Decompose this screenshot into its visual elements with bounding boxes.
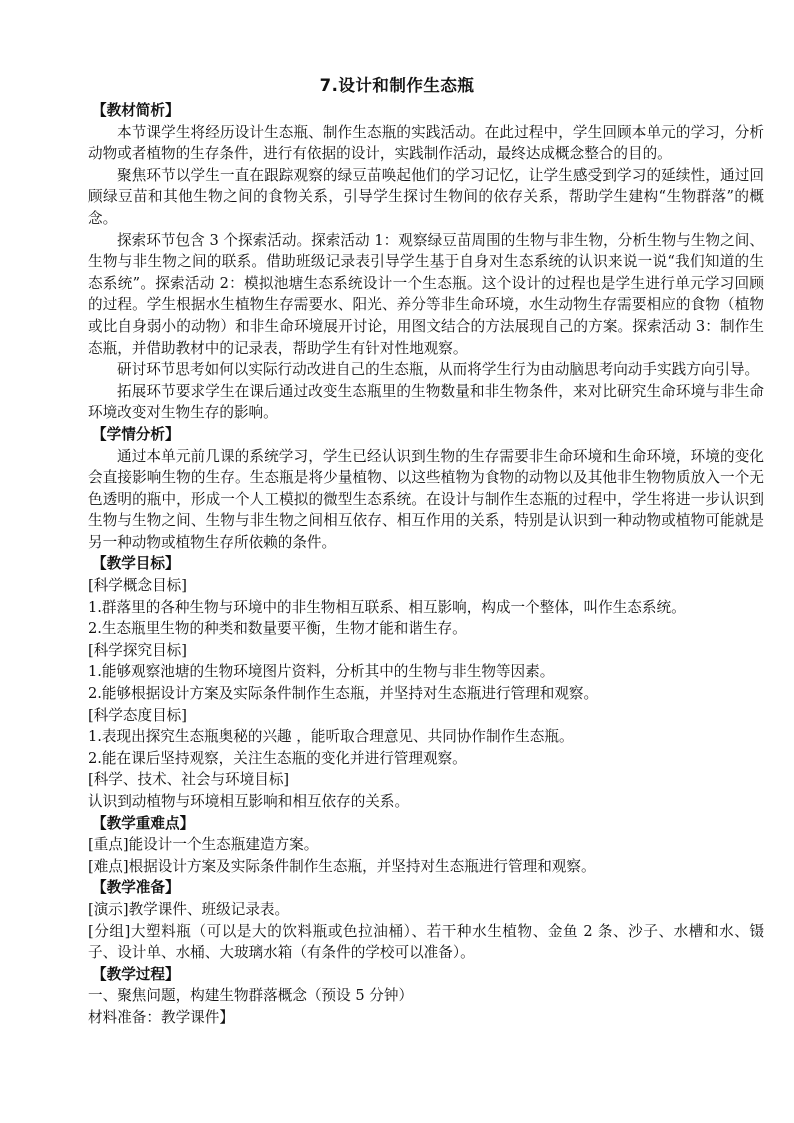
document-body — [88, 100, 764, 1029]
section-heading: 【教学准备】 — [92, 879, 180, 897]
subsection-label: [科学探究目标] — [88, 641, 187, 659]
section-heading: 【教材简析】 — [92, 102, 180, 119]
paragraph: 本节课学生将经历设计生态瓶、制作生态瓶的实践活动。在此过程中，学生回顾本单元的学习，分析动物或者植物的生存条件，进行有依据的设计，实践制作活动，最终达成概念整合的目的。 — [88, 123, 764, 163]
paragraph: 拓展环节要求学生在课后通过改变生态瓶里的生物数量和非生物条件，来对比研究生命环境与非生命环境改变对生物生存的影响。 — [88, 382, 764, 422]
paragraph: 通过本单元前几课的系统学习，学生已经认识到生物的生存需要非生命环境和生命环境，环境的变化会直接影响生物的生存。生态瓶是将少量植物、以这些植物为食物的动物以及其他非生物物质放入一个无色透明的瓶中，形成一个人工模拟的微型生态系统。在设计与制作生态瓶的过程中，学生将进一步认识到生物与生物之间、生物与非生物之间相互依存、相互作用的关系，特别是认识到一种动物或植物可能就是另一种动物或植物生存所依赖的条件。 — [88, 447, 764, 551]
section-heading: 【教学目标】 — [92, 555, 180, 573]
section-heading: 【教学重难点】 — [92, 814, 195, 832]
list-item: 2.生态瓶里生物的种类和数量要平衡，生物才能和谐生存。 — [88, 620, 467, 638]
paragraph: 研讨环节思考如何以实际行动改进自己的生态瓶，从而将学生行为由动脑思考向动手实践方向引导。 — [117, 361, 760, 379]
list-item: 2.能在课后坚持观察，关注生态瓶的变化并进行管理观察。 — [88, 749, 467, 767]
list-item: [演示]教学课件、班级记录表。 — [88, 900, 290, 918]
list-item: 1.能够观察池塘的生物环境图片资料，分析其中的生物与非生物等因素。 — [88, 663, 555, 681]
list-item: 2.能够根据设计方案及实际条件制作生态瓶，并坚持对生态瓶进行管理和观察。 — [88, 685, 599, 703]
document-title: 7.设计和制作生态瓶 — [319, 76, 475, 95]
section-heading: 【学情分析】 — [92, 425, 180, 443]
list-item: [重点]能设计一个生态瓶建造方案。 — [88, 836, 319, 854]
subsection-label: [科学态度目标] — [88, 706, 187, 724]
list-item: [分组]大塑料瓶（可以是大的饮料瓶或色拉油桶）、若干种水生植物、金鱼 2 条、沙子、水槽和水、镊子、设计单、水桶、大玻璃水箱（有条件的学校可以准备）。 — [88, 922, 764, 962]
list-item: 认识到动植物与环境相互影响和相互依存的关系。 — [88, 793, 410, 810]
paragraph: 聚焦环节以学生一直在跟踪观察的绿豆苗唤起他们的学习记忆，让学生感受到学习的延续性，通过回顾绿豆苗和其他生物之间的食物关系，引导学生探讨生物间的依存关系，帮助学生建构“生物群落”的概念。 — [88, 166, 764, 227]
subsection-label: [科学、技术、社会与环境目标] — [88, 771, 290, 789]
list-item: 材料准备：教学课件】 — [88, 1008, 234, 1026]
paragraph: 探索环节包含 3 个探索活动。探索活动 1：观察绿豆苗周围的生物与非生物，分析生物与生物之间、生物与非生物之间的联系。借助班级记录表引导学生基于自身对生态系统的认识来说一说“我们知道的生态系统”。探索活动 2：模拟池塘生态系统设计一个生态瓶。这个设计的过程也是学生进行单元学习回顾的过程。学生根据水生植物生存需要水、阳光、养分等非生命环境，水生动物生存需要相应的食物（植物或比自身弱小的动物）和非生命环境展开讨论，用图文结合的方法展现自己的方案。探索活动 3：制作生态瓶，并借助教材中的记录表，帮助学生有针对性地观察。 — [88, 231, 764, 357]
subsection-label: [科学概念目标] — [88, 577, 187, 595]
list-item: 一、聚焦问题，构建生物群落概念（预设 5 分钟） — [88, 987, 414, 1005]
list-item: 1.表现出探究生态瓶奥秘的兴趣 ，能听取合理意见、共同协作制作生态瓶。 — [88, 728, 574, 746]
list-item: 1.群落里的各种生物与环境中的非生物相互联系、相互影响，构成一个整体，叫作生态系统。 — [88, 598, 686, 616]
list-item: [难点]根据设计方案及实际条件制作生态瓶，并坚持对生态瓶进行管理和观察。 — [88, 857, 596, 875]
section-heading: 【教学过程】 — [92, 965, 180, 983]
